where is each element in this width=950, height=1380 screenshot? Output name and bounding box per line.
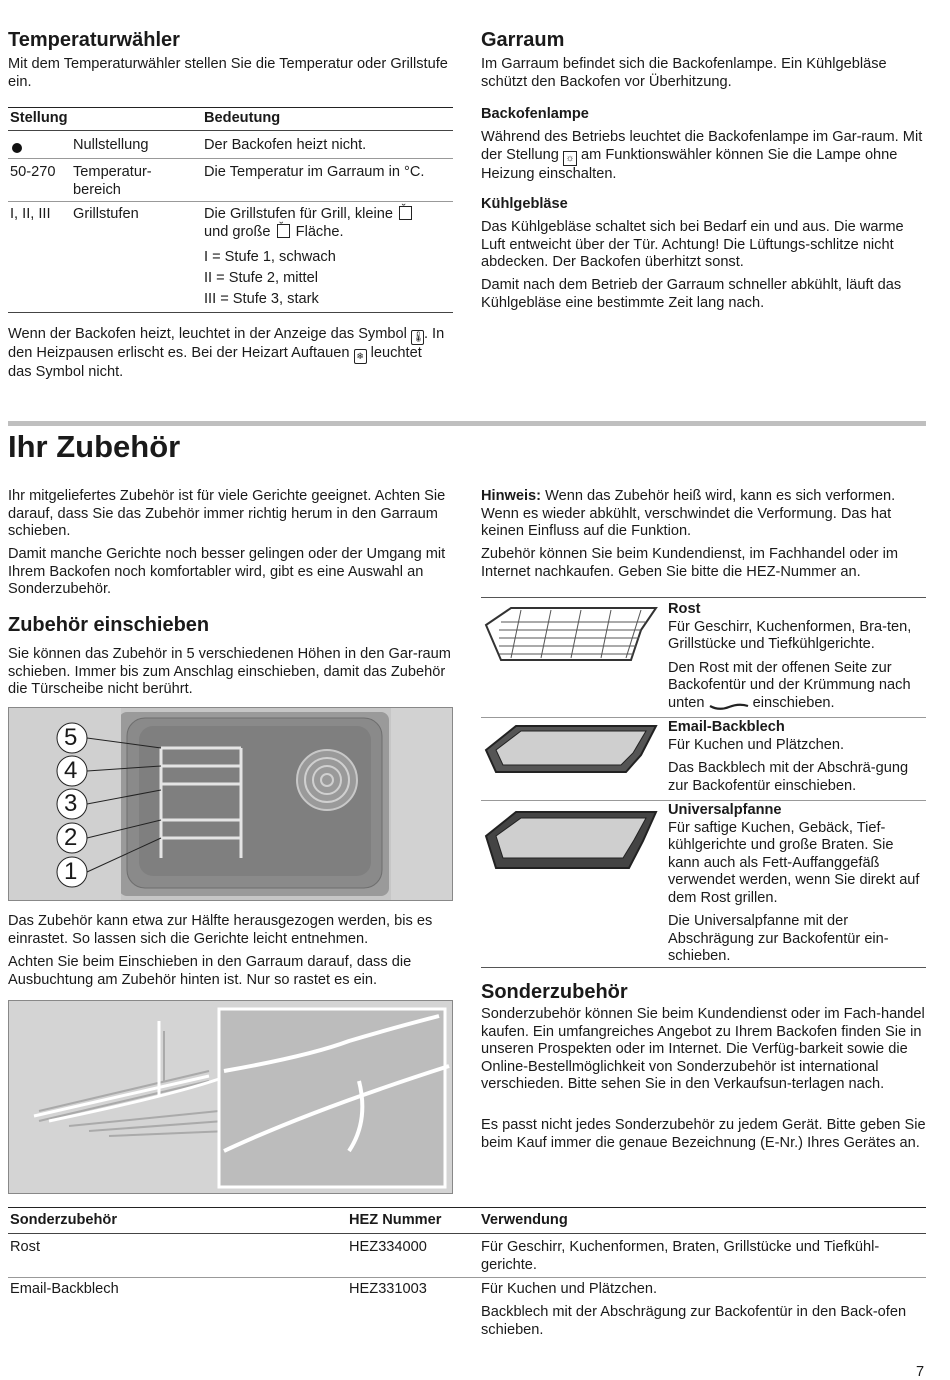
- hint-paragraph: Hinweis: Wenn das Zubehör heiß wird, kann es sich verformen. Wenn es wieder abkühlt, verschwindet die Verformung. Das hat keinen Einfluss auf die Funktion.: [481, 488, 896, 539]
- table-header-position: Stellung: [10, 110, 68, 126]
- accessory-description: Für Kuchen und Plätzchen.: [668, 736, 845, 753]
- wire-rack-image: [481, 600, 661, 710]
- table-row-meaning: Die Temperatur im Garraum in °C.: [204, 164, 425, 180]
- table-header-usage: Verwendung: [481, 1212, 568, 1228]
- accessory-title: Universalpfanne: [668, 802, 782, 818]
- table-header-hez-number: HEZ Nummer: [349, 1212, 442, 1228]
- null-position-dot-icon: [12, 141, 22, 159]
- accessory-title: Rost: [668, 601, 701, 617]
- table-row-meaning: Die Grillstufen für Grill, kleine ˘ und große ˘ Fläche.: [204, 206, 449, 241]
- temperature-selector-intro: Mit dem Temperaturwähler stellen Sie die Temperatur oder Grillstufe ein.: [8, 56, 448, 90]
- insert-accessories-text: Sie können das Zubehör in 5 verschiedenen Höhen in den Gar-raum schieben. Immer bis zum Anschlag einschieben, damit das Zubehör die Türscheibe nicht berührt.: [8, 646, 451, 697]
- table-cell-usage-note: Backblech mit der Abschrägung zur Backofentür in den Back-ofen schieben.: [481, 1304, 907, 1338]
- table-cell-accessory: Rost: [10, 1239, 41, 1255]
- table-cell-usage: Für Geschirr, Kuchenformen, Braten, Grillstücke und Tiefkühl-gerichte.: [481, 1239, 880, 1273]
- small-grill-icon: [399, 206, 412, 220]
- cooking-chamber-intro: Im Garraum befindet sich die Backofenlampe. Ein Kühlgebläse schützt den Backofen vor Überhitzung.: [481, 56, 887, 90]
- special-accessories-heading: Sonderzubehör: [481, 981, 628, 1003]
- pull-out-text: Das Zubehör kann etwa zur Hälfte herausgezogen werden, bis es einrastet. So lassen sich die Gerichte leicht entnehmen.: [8, 913, 433, 947]
- table-cell-hez-number: HEZ334000: [349, 1239, 427, 1255]
- temperature-selector-heading: Temperaturwähler: [8, 29, 180, 51]
- shelf-level-5-label: 5: [64, 724, 78, 751]
- cooling-fan-text-2: Damit nach dem Betrieb der Garraum schneller abkühlt, läuft das Kühlgebläse eine bestimmte Zeit lang nach.: [481, 277, 902, 311]
- bulge-position-text: Achten Sie beim Einschieben in den Garraum darauf, dass die Ausbuchtung am Zubehör hinten ist. Nur so rastet es ein.: [8, 954, 412, 988]
- accessory-description: Für saftige Kuchen, Gebäck, Tief-kühlgerichte und große Braten. Sie kann auch als Fett-Auffanggefäß verwendet werden, wenn Sie direkt auf dem Rost grillen.: [668, 819, 920, 906]
- table-row-name: Nullstellung: [73, 137, 149, 153]
- rack-detail-illustration: [8, 1000, 453, 1194]
- large-grill-icon: [277, 224, 290, 238]
- repurchase-text: Zubehör können Sie beim Kundendienst, im Fachhandel oder im Internet nachkaufen. Geben Sie bitte die HEZ-Nummer an.: [481, 546, 898, 580]
- grill-level-3: III = Stufe 3, stark: [204, 291, 319, 307]
- table-cell-usage: Für Kuchen und Plätzchen.: [481, 1281, 658, 1297]
- accessory-description: Für Geschirr, Kuchenformen, Bra-ten, Grillstücke und Tiefkühlgerichte.: [668, 618, 912, 652]
- shelf-level-1-label: 1: [64, 858, 78, 885]
- shelf-level-2-label: 2: [64, 824, 78, 851]
- table-header-accessory: Sonderzubehör: [10, 1212, 118, 1228]
- table-row-name: Grillstufen: [73, 206, 139, 222]
- table-cell-accessory: Email-Backblech: [10, 1281, 119, 1297]
- cooling-fan-text-1: Das Kühlgebläse schaltet sich bei Bedarf ein und aus. Die warme Luft entweicht über der Tür. Achtung! Die Lüftungs-schlitze nicht abdecken. Der Backofen überhitzt sonst.: [481, 219, 904, 270]
- table-row-position: I, II, III: [10, 206, 51, 222]
- accessory-title: Email-Backblech: [668, 719, 785, 735]
- special-accessories-text-1: Sonderzubehör können Sie beim Kundendienst oder im Fach-handel kaufen. Ein umfangreiches Angebot zu Ihrem Backofen finden Sie in unseren Prospekten oder im Internet. Die Verfüg-barkeit sowie die Online-Bestellmöglichkeit von Sonderzubehör ist international verschieden. Bitte sehen Sie in den Verkaufsun-terlagen nach.: [481, 1006, 925, 1092]
- table-header-meaning: Bedeutung: [204, 110, 281, 126]
- table-row-position: 50-270: [10, 164, 56, 180]
- table-row-meaning: Der Backofen heizt nicht.: [204, 137, 367, 153]
- accessories-intro-1: Ihr mitgeliefertes Zubehör ist für viele Gerichte geeignet. Achten Sie darauf, dass Sie das Zubehör immer richtig herum in den Garraum schieben.: [8, 488, 446, 539]
- accessory-instruction: Die Universalpfanne mit der Abschrägung zur Backofentür ein-schieben.: [668, 913, 889, 964]
- special-accessories-text-2: Es passt nicht jedes Sonderzubehör zu jedem Gerät. Bitte geben Sie beim Kauf immer die genaue Bezeichnung (E-Nr.) Ihres Gerätes an.: [481, 1117, 926, 1151]
- accessories-intro-2: Damit manche Gerichte noch besser gelingen oder der Umgang mit Ihrem Backofen noch komfortabler wird, gibt es eine Auswahl an Sonderzubehör.: [8, 546, 446, 597]
- insert-accessories-heading: Zubehör einschieben: [8, 614, 210, 636]
- curve-down-icon: [709, 699, 749, 707]
- accessory-instruction: Das Backblech mit der Abschrä-gung zur Backofentür einschieben.: [668, 760, 909, 794]
- accessories-section-title: Ihr Zubehör: [8, 429, 181, 464]
- universal-pan-image: [481, 806, 661, 876]
- enamel-baking-tray-image: [481, 720, 661, 780]
- shelf-level-3-label: 3: [64, 790, 78, 817]
- table-cell-hez-number: HEZ331003: [349, 1281, 427, 1297]
- oven-shelf-levels-illustration: [8, 707, 453, 901]
- grill-level-2: II = Stufe 2, mittel: [204, 270, 318, 286]
- table-row-name: Temperatur-bereich: [73, 164, 152, 198]
- lamp-icon: ☼: [563, 151, 577, 166]
- cooking-chamber-heading: Garraum: [481, 29, 565, 51]
- thermometer-icon: 🌡︎: [411, 332, 425, 343]
- heating-symbol-note: Wenn der Backofen heizt, leuchtet in der Anzeige das Symbol 🌡︎. In den Heizpausen erlischt es. Bei der Heizart Auftauen ❄︎ leuchtet das Symbol nicht.: [8, 326, 445, 380]
- cooling-fan-heading: Kühlgebläse: [481, 196, 568, 212]
- section-divider: [8, 421, 926, 426]
- grill-level-1: I = Stufe 1, schwach: [204, 249, 336, 265]
- oven-lamp-text: Während des Betriebs leuchtet die Backofenlampe im Gar-raum. Mit der Stellung ☼ am Funktionswähler können Sie die Lampe ohne Heizung einschalten.: [481, 129, 923, 182]
- defrost-icon: ❄︎: [354, 349, 367, 364]
- shelf-level-4-label: 4: [64, 757, 78, 784]
- oven-lamp-heading: Backofenlampe: [481, 106, 589, 122]
- accessory-instruction: Den Rost mit der offenen Seite zur Backofentür und der Krümmung nach unten einschieben.: [668, 659, 911, 711]
- page-number: 7: [916, 1364, 925, 1380]
